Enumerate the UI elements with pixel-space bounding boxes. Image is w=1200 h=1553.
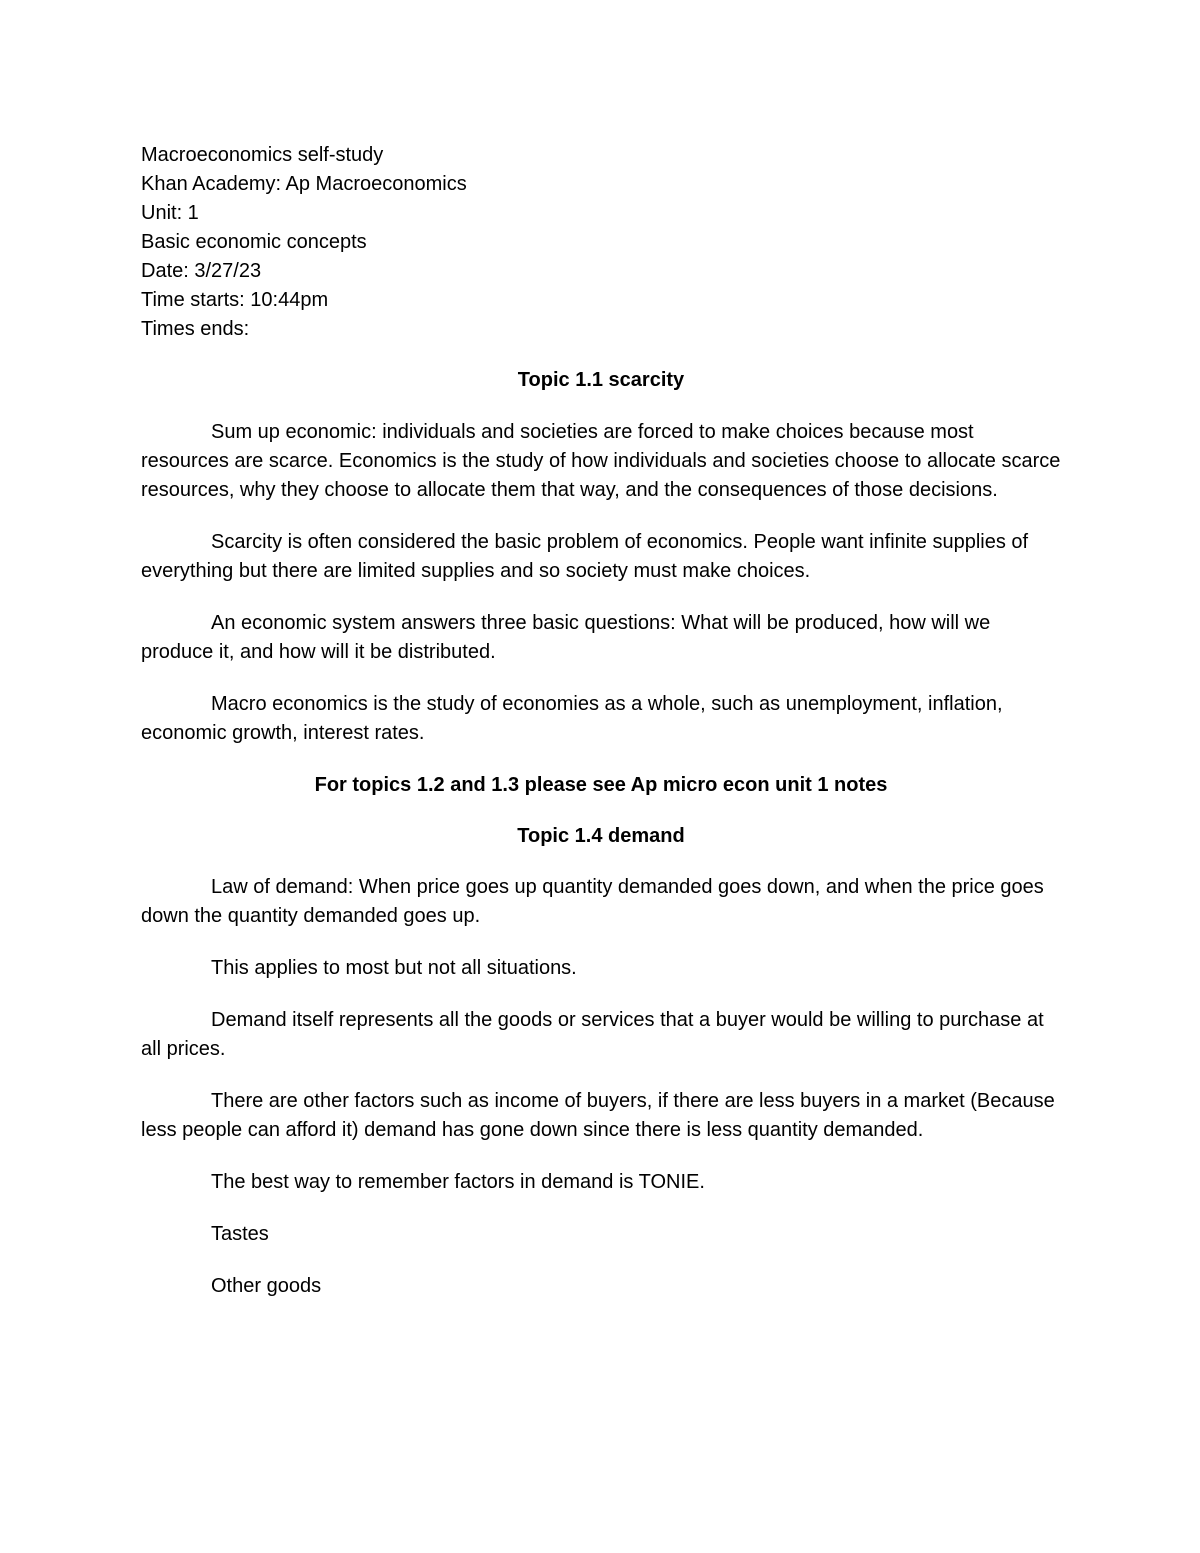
paragraph-economic-system: An economic system answers three basic questions: What will be produced, how will we produce it, and how will it be distributed.	[141, 612, 991, 663]
header-line-time-starts: Time starts: 10:44pm	[141, 289, 329, 311]
document-header	[141, 141, 1061, 344]
header-line-source: Khan Academy: Ap Macroeconomics	[141, 173, 467, 195]
header-line-time-ends: Times ends:	[141, 318, 250, 340]
paragraph-law-of-demand: Law of demand: When price goes up quantity demanded goes down, and when the price goes down the quantity demanded goes up.	[141, 876, 1044, 927]
header-line-concepts: Basic economic concepts	[141, 231, 367, 253]
paragraph-sum-up: Sum up economic: individuals and societies are forced to make choices because most resources are scarce. Economics is the study of how individuals and societies choose to allocate scarce resources, why they choose to allocate them that way, and the consequences of those decisions.	[141, 421, 1061, 501]
paragraph-scarcity: Scarcity is often considered the basic problem of economics. People want infinite supplies of everything but there are limited supplies and so society must make choices.	[141, 531, 1029, 582]
header-line-title: Macroeconomics self-study	[141, 144, 384, 166]
paragraph-macro-economics: Macro economics is the study of economies as a whole, such as unemployment, inflation, economic growth, interest rates.	[141, 693, 1003, 744]
document-page	[141, 141, 1061, 1301]
header-line-date: Date: 3/27/23	[141, 260, 262, 282]
paragraph-other-factors: There are other factors such as income of buyers, if there are less buyers in a market (Because less people can afford it) demand has gone down since there is less quantity demanded.	[141, 1090, 1055, 1141]
heading-topics-1-2-1-3: For topics 1.2 and 1.3 please see Ap micro econ unit 1 notes	[314, 774, 888, 796]
heading-topic-1-1: Topic 1.1 scarcity	[517, 369, 685, 391]
paragraph-applies: This applies to most but not all situations.	[211, 957, 577, 979]
heading-topic-1-4: Topic 1.4 demand	[517, 825, 685, 847]
tonie-item-tastes: Tastes	[211, 1223, 269, 1245]
paragraph-tonie: The best way to remember factors in demand is TONIE.	[211, 1171, 705, 1193]
header-line-unit: Unit: 1	[141, 202, 199, 224]
tonie-item-other-goods: Other goods	[211, 1275, 322, 1297]
paragraph-demand-itself: Demand itself represents all the goods or services that a buyer would be willing to purchase at all prices.	[141, 1009, 1044, 1060]
